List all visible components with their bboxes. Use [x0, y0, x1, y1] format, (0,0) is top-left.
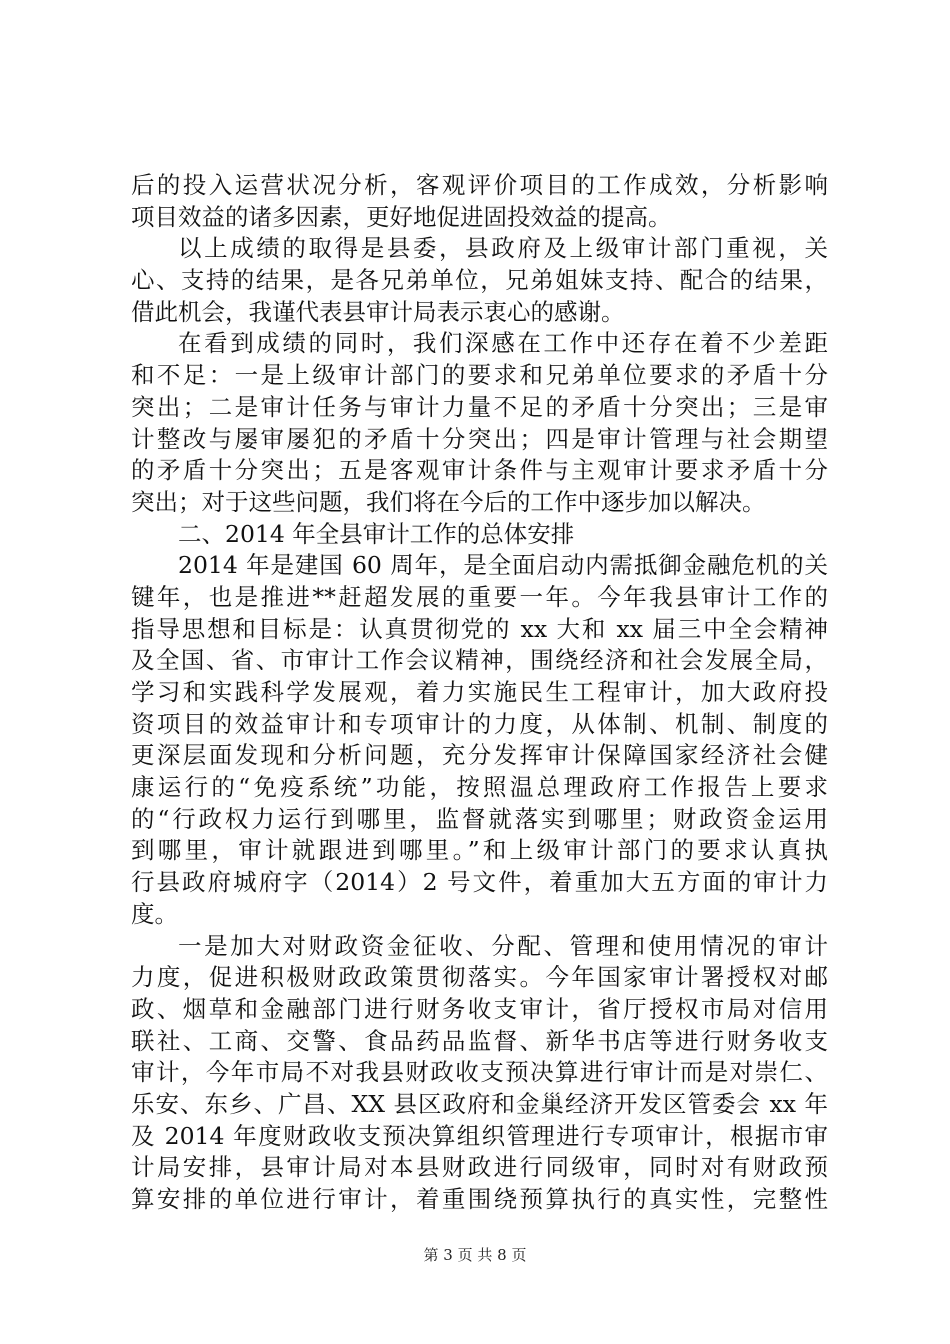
text-line: 一是加大对财政资金征收、分配、管理和使用情况的审计: [178, 931, 828, 960]
text-line: 突出；对于这些问题，我们将在今后的工作中逐步加以解决。: [131, 487, 766, 516]
text-line: 和不足：一是上级审计部门的要求和兄弟单位要求的矛盾十分: [131, 361, 828, 390]
text-line: 乐安、东乡、广昌、XX 县区政府和金巢经济开发区管委会 xx 年: [131, 1089, 828, 1118]
text-line: 行县政府城府字（2014）2 号文件，着重加大五方面的审计力: [131, 868, 828, 897]
text-line: 借此机会，我谨代表县审计局表示衷心的感谢。: [131, 297, 625, 326]
text-line: 及全国、省、市审计工作会议精神，围绕经济和社会发展全局，: [131, 646, 828, 675]
text-line: 突出；二是审计任务与审计力量不足的矛盾十分突出；三是审: [131, 392, 828, 421]
text-line: 指导思想和目标是：认真贯彻党的 xx 大和 xx 届三中全会精神: [131, 614, 828, 643]
text-line: 计局安排，县审计局对本县财政进行同级审，同时对有财政预: [131, 1153, 828, 1182]
text-line: 到哪里，审计就跟进到哪里。”和上级审计部门的要求认真执: [131, 836, 828, 865]
text-line: 度。: [131, 899, 178, 928]
text-line: 键年，也是推进**赶超发展的重要一年。今年我县审计工作的: [131, 582, 828, 611]
text-line: 二、2014 年全县审计工作的总体安排: [178, 519, 575, 548]
page-footer: 第 3 页 共 8 页: [423, 1246, 527, 1264]
text-line: 学习和实践科学发展观，着力实施民生工程审计，加大政府投: [131, 678, 828, 706]
text-line: 的“行政权力运行到哪里，监督就落实到哪里；财政资金运用: [131, 804, 828, 833]
text-line: 的矛盾十分突出；五是客观审计条件与主观审计要求矛盾十分: [131, 456, 828, 485]
text-line: 及 2014 年度财政收支预决算组织管理进行专项审计，根据市审: [131, 1121, 828, 1150]
text-line: 更深层面发现和分析问题，充分发挥审计保障国家经济社会健: [131, 741, 828, 770]
text-line: 2014 年是建国 60 周年，是全面启动内需抵御金融危机的关: [178, 551, 828, 580]
text-line: 资项目的效益审计和专项审计的力度，从体制、机制、制度的: [131, 709, 828, 738]
text-line: 后的投入运营状况分析，客观评价项目的工作成效，分析影响: [131, 171, 828, 199]
text-line: 项目效益的诸多因素，更好地促进固投效益的提高。: [131, 202, 672, 231]
text-line: 康运行的“免疫系统”功能，按照温总理政府工作报告上要求: [131, 773, 828, 802]
text-line: 政、烟草和金融部门进行财务收支审计，省厅授权市局对信用: [131, 994, 828, 1023]
text-line: 计整改与屡审屡犯的矛盾十分突出；四是审计管理与社会期望: [131, 424, 828, 453]
text-line: 联社、工商、交警、食品药品监督、新华书店等进行财务收支: [131, 1026, 828, 1055]
text-line: 力度，促进积极财政政策贯彻落实。今年国家审计署授权对邮: [131, 963, 828, 992]
text-line: 心、支持的结果，是各兄弟单位，兄弟姐妹支持、配合的结果，: [131, 266, 828, 295]
text-line: 审计，今年市局不对我县财政收支预决算进行审计而是对崇仁、: [131, 1058, 828, 1087]
document-body: [131, 170, 828, 1216]
text-line: 算安排的单位进行审计，着重围绕预算执行的真实性，完整性: [131, 1185, 828, 1213]
text-line: 在看到成绩的同时，我们深感在工作中还存在着不少差距: [178, 329, 828, 358]
text-line: 以上成绩的取得是县委，县政府及上级审计部门重视，关: [178, 234, 828, 263]
